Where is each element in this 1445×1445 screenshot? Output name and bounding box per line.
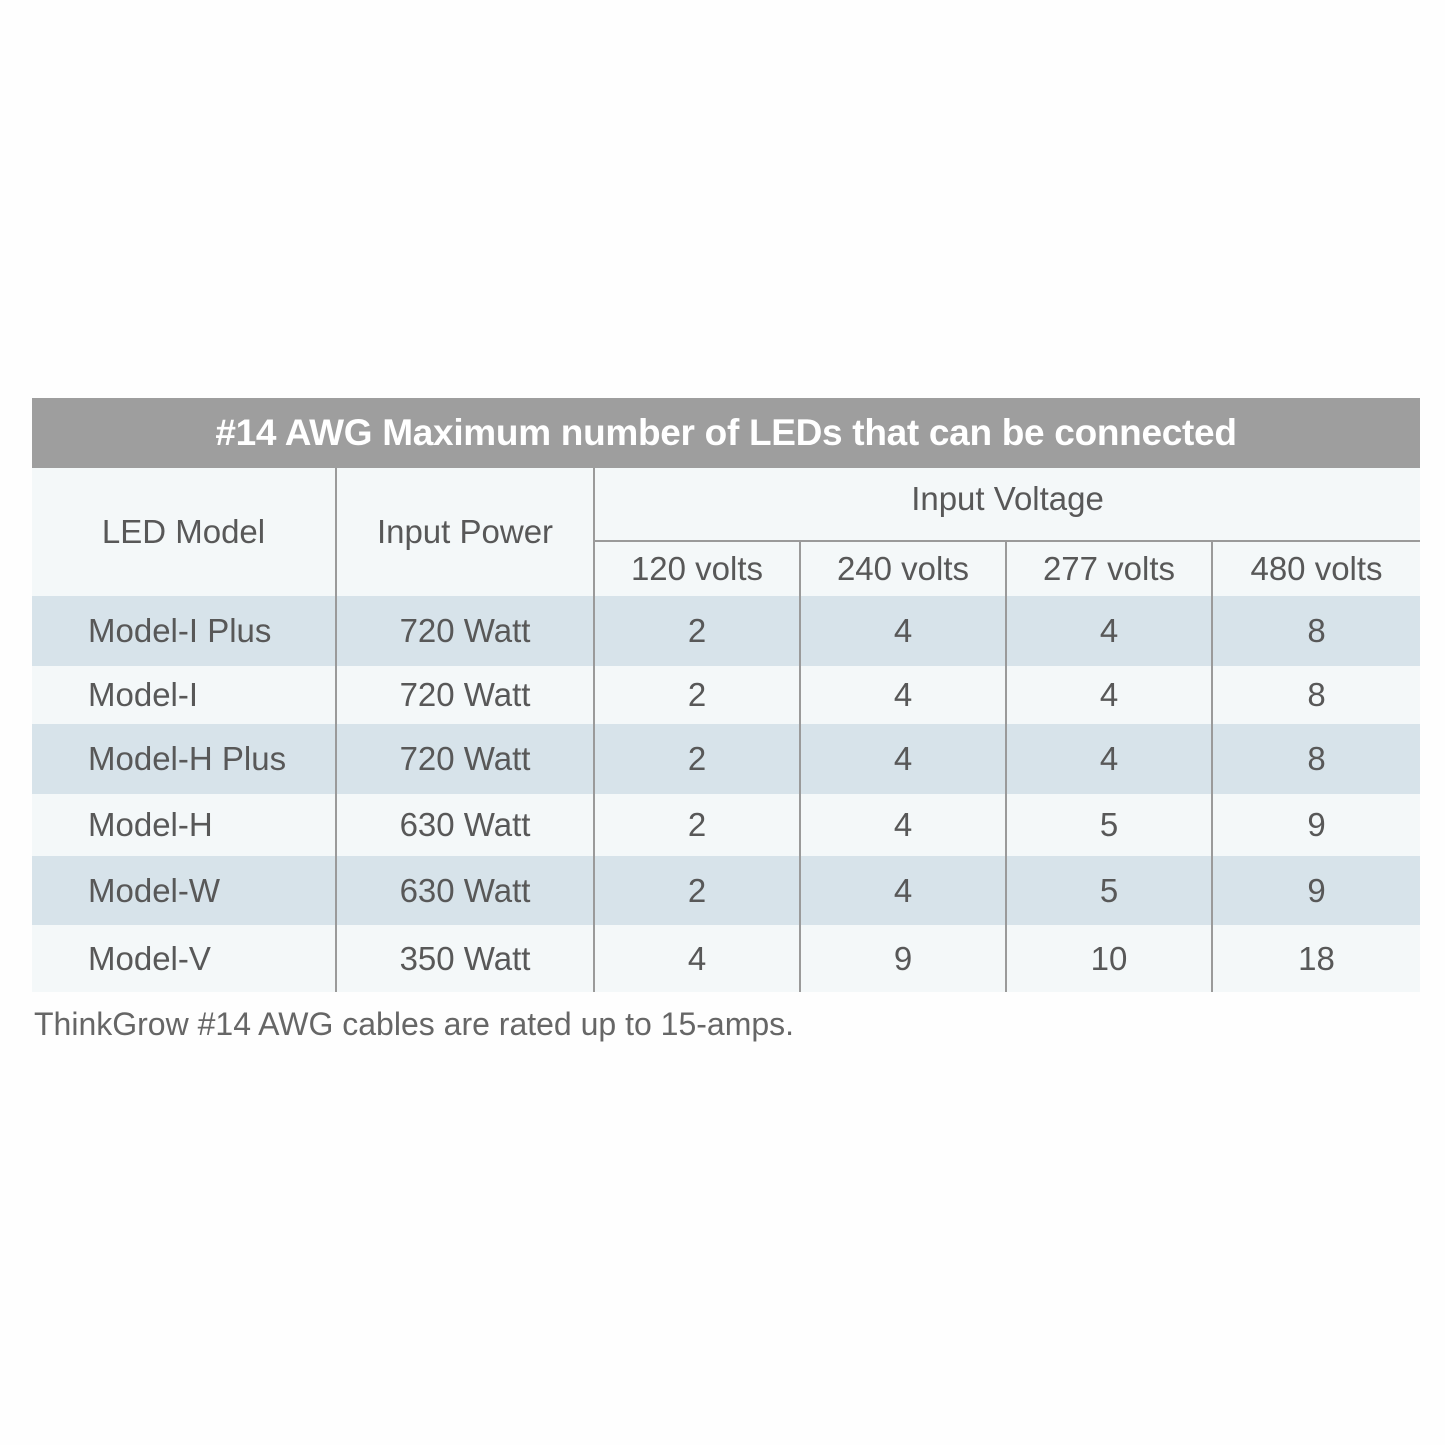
count-cell: 18 — [1212, 925, 1420, 992]
count-cell: 2 — [594, 596, 800, 666]
model-cell: Model-V — [32, 925, 336, 992]
count-cell: 8 — [1212, 724, 1420, 794]
count-cell: 4 — [594, 925, 800, 992]
power-cell: 720 Watt — [336, 724, 594, 794]
count-cell: 9 — [1212, 794, 1420, 856]
footnote: ThinkGrow #14 AWG cables are rated up to 15-amps. — [34, 1006, 795, 1042]
count-cell: 5 — [1006, 856, 1212, 925]
count-cell: 4 — [1006, 724, 1212, 794]
count-cell: 2 — [594, 666, 800, 724]
count-cell: 4 — [800, 596, 1006, 666]
model-cell: Model-W — [32, 856, 336, 925]
header-input-voltage: Input Voltage — [594, 468, 1420, 541]
table-row — [32, 596, 1420, 666]
model-cell: Model-I — [32, 666, 336, 724]
header-voltage: 120 volts — [594, 541, 800, 596]
table-row — [32, 666, 1420, 724]
count-cell: 4 — [1006, 666, 1212, 724]
count-cell: 2 — [594, 794, 800, 856]
count-cell: 4 — [1006, 596, 1212, 666]
count-cell: 2 — [594, 856, 800, 925]
count-cell: 4 — [800, 856, 1006, 925]
count-cell: 10 — [1006, 925, 1212, 992]
table-title: #14 AWG Maximum number of LEDs that can be connected — [32, 398, 1420, 468]
count-cell: 4 — [800, 794, 1006, 856]
power-cell: 720 Watt — [336, 596, 594, 666]
count-cell: 8 — [1212, 596, 1420, 666]
header-row — [32, 468, 1420, 541]
power-cell: 630 Watt — [336, 856, 594, 925]
header-voltage: 480 volts — [1212, 541, 1420, 596]
count-cell: 8 — [1212, 666, 1420, 724]
table-row — [32, 856, 1420, 925]
count-cell: 2 — [594, 724, 800, 794]
count-cell: 9 — [800, 925, 1006, 992]
count-cell: 5 — [1006, 794, 1212, 856]
count-cell: 4 — [800, 666, 1006, 724]
header-input-power: Input Power — [336, 468, 594, 596]
table-row — [32, 724, 1420, 794]
power-cell: 350 Watt — [336, 925, 594, 992]
count-cell: 4 — [800, 724, 1006, 794]
power-cell: 720 Watt — [336, 666, 594, 724]
table-row — [32, 925, 1420, 992]
model-cell: Model-I Plus — [32, 596, 336, 666]
model-cell: Model-H Plus — [32, 724, 336, 794]
table-row — [32, 794, 1420, 856]
header-led-model: LED Model — [32, 468, 336, 596]
led-capacity-table — [32, 468, 1420, 992]
model-cell: Model-H — [32, 794, 336, 856]
header-voltage: 240 volts — [800, 541, 1006, 596]
power-cell: 630 Watt — [336, 794, 594, 856]
header-voltage: 277 volts — [1006, 541, 1212, 596]
spec-table-card — [32, 398, 1420, 992]
count-cell: 9 — [1212, 856, 1420, 925]
